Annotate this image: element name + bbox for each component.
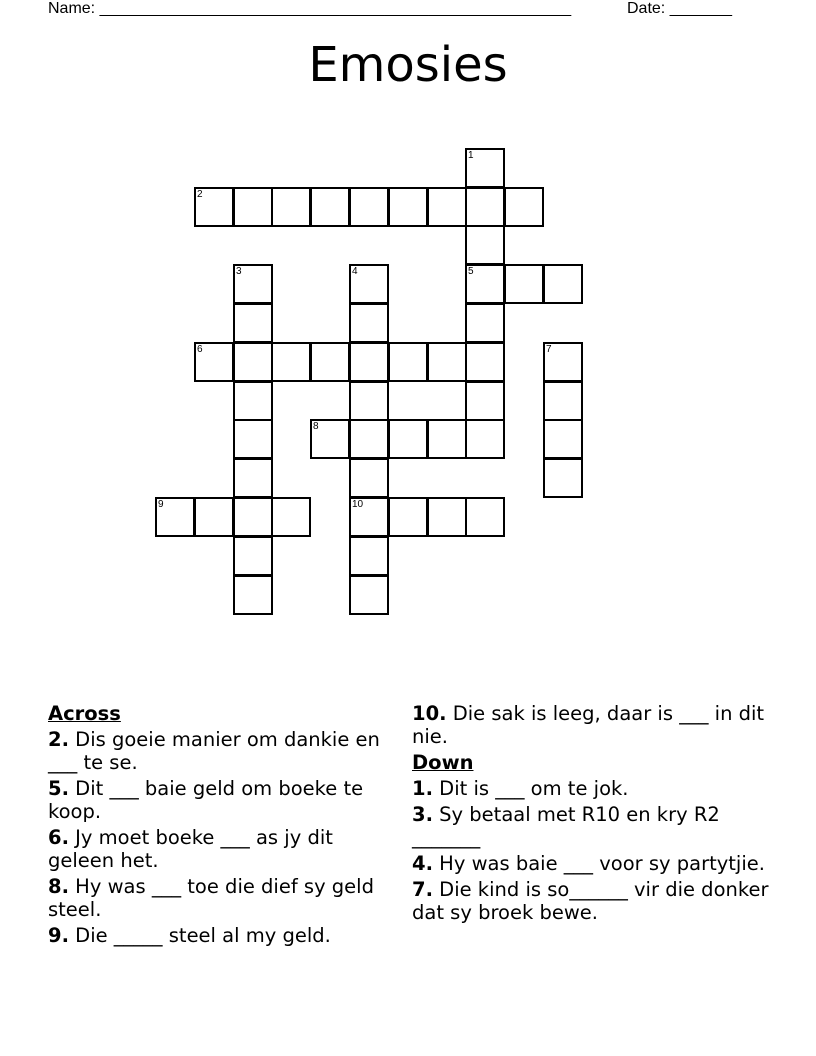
grid-cell	[465, 381, 505, 421]
grid-cell	[543, 381, 583, 421]
grid-cell	[543, 264, 583, 304]
clue-down-4: 4. Hy was baie ___ voor sy partytjie.	[412, 852, 765, 875]
grid-cell	[310, 187, 350, 227]
clue-across-6: 6. Jy moet boeke ___ as jy dit geleen het.	[48, 826, 333, 872]
grid-cell	[349, 303, 389, 343]
page-title: Emosies	[308, 37, 508, 93]
grid-cell	[388, 187, 428, 227]
clue-number: 10	[352, 499, 364, 510]
clue-number: 1	[468, 150, 474, 161]
date-field-label: Date: _______	[627, 0, 732, 17]
grid-cell	[194, 497, 234, 537]
clue-number: 3	[236, 266, 242, 277]
grid-cell	[349, 187, 389, 227]
grid-cell	[310, 419, 350, 459]
grid-cell	[349, 264, 389, 304]
grid-cell	[349, 419, 389, 459]
grid-cell	[427, 187, 467, 227]
down-heading: Down	[412, 751, 474, 774]
grid-cell	[427, 419, 467, 459]
clue-across-2: 2. Dis goeie manier om dankie en ___ te se.	[48, 728, 380, 774]
clue-down-3: 3. Sy betaal met R10 en kry R2 _______	[412, 803, 720, 849]
grid-cell	[465, 303, 505, 343]
across-heading: Across	[48, 702, 121, 725]
grid-cell	[233, 187, 273, 227]
grid-cell	[427, 342, 467, 382]
grid-cell	[349, 536, 389, 576]
grid-cell	[233, 536, 273, 576]
grid-cell	[233, 342, 273, 382]
clue-number: 9	[158, 499, 164, 510]
grid-cell	[465, 419, 505, 459]
clues-column-right	[412, 702, 772, 927]
clue-number: 7	[546, 344, 552, 355]
clue-across-5: 5. Dit ___ baie geld om boeke te koop.	[48, 777, 364, 823]
clue-number: 4	[352, 266, 358, 277]
grid-cell	[349, 381, 389, 421]
grid-cell	[388, 342, 428, 382]
grid-cell	[349, 575, 389, 615]
clue-number: 6	[197, 344, 203, 355]
clue-number: 2	[197, 189, 203, 200]
grid-cell	[233, 264, 273, 304]
name-field-label: Name: _____________________________________________________	[48, 0, 572, 17]
grid-cell	[388, 497, 428, 537]
grid-cell	[233, 458, 273, 498]
grid-cell	[233, 419, 273, 459]
grid-cell	[543, 419, 583, 459]
clue-across-9: 9. Die _____ steel al my geld.	[48, 924, 331, 947]
grid-cell	[155, 497, 195, 537]
grid-cell	[271, 187, 311, 227]
clue-across-8: 8. Hy was ___ toe die dief sy geld steel.	[48, 875, 374, 921]
grid-cell	[271, 497, 311, 537]
clue-number: 8	[313, 421, 319, 432]
grid-cell	[349, 458, 389, 498]
clue-number: 5	[468, 266, 474, 277]
grid-cell	[465, 342, 505, 382]
grid-cell	[465, 148, 505, 188]
grid-cell	[465, 225, 505, 265]
grid-cell	[271, 342, 311, 382]
clue-down-1: 1. Dit is ___ om te jok.	[412, 777, 629, 800]
grid-cell	[465, 497, 505, 537]
grid-cell	[504, 187, 544, 227]
grid-cell	[543, 458, 583, 498]
grid-cell	[310, 342, 350, 382]
grid-cell	[349, 497, 389, 537]
grid-cell	[233, 303, 273, 343]
grid-cell	[349, 342, 389, 382]
grid-cell	[233, 575, 273, 615]
grid-cell	[465, 264, 505, 304]
grid-cell	[504, 264, 544, 304]
grid-cell	[233, 381, 273, 421]
clue-down-7: 7. Die kind is so______ vir die donker dat sy broek bewe.	[412, 878, 769, 924]
grid-cell	[465, 187, 505, 227]
grid-cell	[194, 342, 234, 382]
grid-cell	[388, 419, 428, 459]
grid-cell	[233, 497, 273, 537]
clue-across-10: 10. Die sak is leeg, daar is ___ in dit nie.	[412, 702, 765, 748]
grid-cell	[194, 187, 234, 227]
clues-column-left	[48, 702, 388, 950]
grid-cell	[427, 497, 467, 537]
grid-cell	[543, 342, 583, 382]
